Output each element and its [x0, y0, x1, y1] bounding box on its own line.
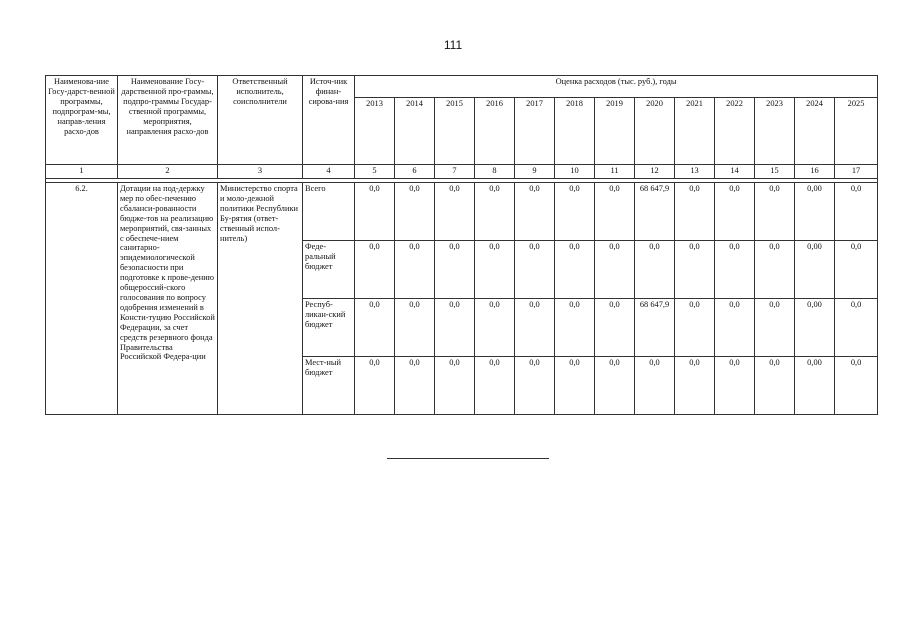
- expense-value: 0,0: [435, 299, 475, 357]
- expense-value: 0,0: [715, 183, 755, 241]
- executor-name: Министерство спорта и моло-дежной политики Республики Бу-рятия (ответ-ственный испол-нитель): [218, 183, 303, 415]
- expense-value: 0,0: [555, 357, 595, 415]
- column-number: 17: [835, 165, 878, 179]
- column-number: 11: [595, 165, 635, 179]
- expense-value: 0,0: [355, 183, 395, 241]
- header-year: 2014: [395, 98, 435, 165]
- column-number: 1: [46, 165, 118, 179]
- expense-value: 0,0: [675, 357, 715, 415]
- column-number: 10: [555, 165, 595, 179]
- page-number: 111: [443, 38, 463, 52]
- expense-value: 68 647,9: [635, 183, 675, 241]
- expense-value: 0,0: [635, 241, 675, 299]
- header-year: 2024: [795, 98, 835, 165]
- expense-value: 0,00: [795, 183, 835, 241]
- column-number: 2: [118, 165, 218, 179]
- expense-value: 0,0: [835, 357, 878, 415]
- footer-divider: [387, 458, 549, 459]
- expense-value: 0,0: [475, 299, 515, 357]
- column-number: 14: [715, 165, 755, 179]
- expense-value: 0,0: [435, 357, 475, 415]
- column-number: 16: [795, 165, 835, 179]
- column-number: 13: [675, 165, 715, 179]
- expense-value: 0,0: [755, 357, 795, 415]
- expense-value: 0,0: [715, 299, 755, 357]
- header-year: 2025: [835, 98, 878, 165]
- header-program: Наименова-ние Госу-дарст-венной программы, подпрограм-мы, направ-ления расхо-дов: [46, 76, 118, 165]
- expense-value: 0,0: [835, 183, 878, 241]
- expense-value: 0,0: [355, 241, 395, 299]
- event-name: Дотации на под-держку мер по обес-печению сбаланси-рованности бюдже-тов на реализацию мероприятий, свя-занных с обеспече-нием санитарно-эпидемиологической безопасности при подготовке к прове-дению общероссий-ского голосования по вопросу одобрения изменений в Консти-туцию Российской Федерации, за счет средств резервного фонда Правительства Российской Федера-ции: [118, 183, 218, 415]
- expense-value: 0,0: [435, 183, 475, 241]
- expense-value: 0,0: [515, 183, 555, 241]
- expense-value: 0,0: [395, 241, 435, 299]
- expense-value: 68 647,9: [635, 299, 675, 357]
- column-number: 4: [303, 165, 355, 179]
- header-year: 2015: [435, 98, 475, 165]
- header-year: 2021: [675, 98, 715, 165]
- expense-value: 0,0: [555, 183, 595, 241]
- header-year: 2022: [715, 98, 755, 165]
- column-number: 12: [635, 165, 675, 179]
- header-source: Источ-ник финан-сирова-ния: [303, 76, 355, 165]
- expense-value: 0,0: [835, 299, 878, 357]
- header-year: 2018: [555, 98, 595, 165]
- expense-value: 0,0: [595, 241, 635, 299]
- column-number: 3: [218, 165, 303, 179]
- expense-value: 0,0: [515, 357, 555, 415]
- expense-value: 0,0: [715, 241, 755, 299]
- budget-table: [45, 75, 878, 415]
- header-year: 2019: [595, 98, 635, 165]
- header-event: Наименование Госу-дарственной про-граммы, подпро-граммы Государ-ственной программы, мероприятия, направления расхо-дов: [118, 76, 218, 165]
- expense-value: 0,0: [675, 183, 715, 241]
- expense-value: 0,0: [395, 299, 435, 357]
- expense-value: 0,0: [675, 299, 715, 357]
- header-year: 2017: [515, 98, 555, 165]
- column-number: 5: [355, 165, 395, 179]
- expense-value: 0,0: [755, 299, 795, 357]
- header-year: 2020: [635, 98, 675, 165]
- funding-source: Всего: [303, 183, 355, 241]
- expense-value: 0,0: [515, 241, 555, 299]
- funding-source: Респуб-ликан-ский бюджет: [303, 299, 355, 357]
- expense-value: 0,0: [835, 241, 878, 299]
- expense-value: 0,0: [595, 183, 635, 241]
- column-number: 7: [435, 165, 475, 179]
- expense-value: 0,0: [475, 183, 515, 241]
- header-executor: Ответственный исполнитель, соисполнители: [218, 76, 303, 165]
- expense-value: 0,0: [635, 357, 675, 415]
- row-number: 6.2.: [46, 183, 118, 415]
- expense-value: 0,0: [395, 183, 435, 241]
- expense-value: 0,0: [715, 357, 755, 415]
- expense-value: 0,00: [795, 299, 835, 357]
- header-year: 2013: [355, 98, 395, 165]
- funding-source: Феде-ральный бюджет: [303, 241, 355, 299]
- expense-value: 0,0: [355, 299, 395, 357]
- funding-source: Мест-ный бюджет: [303, 357, 355, 415]
- header-year: 2016: [475, 98, 515, 165]
- expense-value: 0,00: [795, 357, 835, 415]
- header-estimate: Оценка расходов (тыс. руб.), годы: [355, 76, 878, 98]
- column-number: 9: [515, 165, 555, 179]
- expense-value: 0,0: [355, 357, 395, 415]
- expense-value: 0,0: [395, 357, 435, 415]
- expense-value: 0,0: [475, 357, 515, 415]
- expense-value: 0,0: [755, 183, 795, 241]
- expense-value: 0,0: [475, 241, 515, 299]
- expense-value: 0,0: [595, 299, 635, 357]
- column-number: 6: [395, 165, 435, 179]
- column-number: 15: [755, 165, 795, 179]
- expense-value: 0,0: [755, 241, 795, 299]
- expense-value: 0,0: [555, 299, 595, 357]
- expense-value: 0,0: [675, 241, 715, 299]
- column-number: 8: [475, 165, 515, 179]
- header-year: 2023: [755, 98, 795, 165]
- expense-value: 0,0: [555, 241, 595, 299]
- expense-value: 0,0: [435, 241, 475, 299]
- expense-value: 0,0: [595, 357, 635, 415]
- expense-value: 0,00: [795, 241, 835, 299]
- expense-value: 0,0: [515, 299, 555, 357]
